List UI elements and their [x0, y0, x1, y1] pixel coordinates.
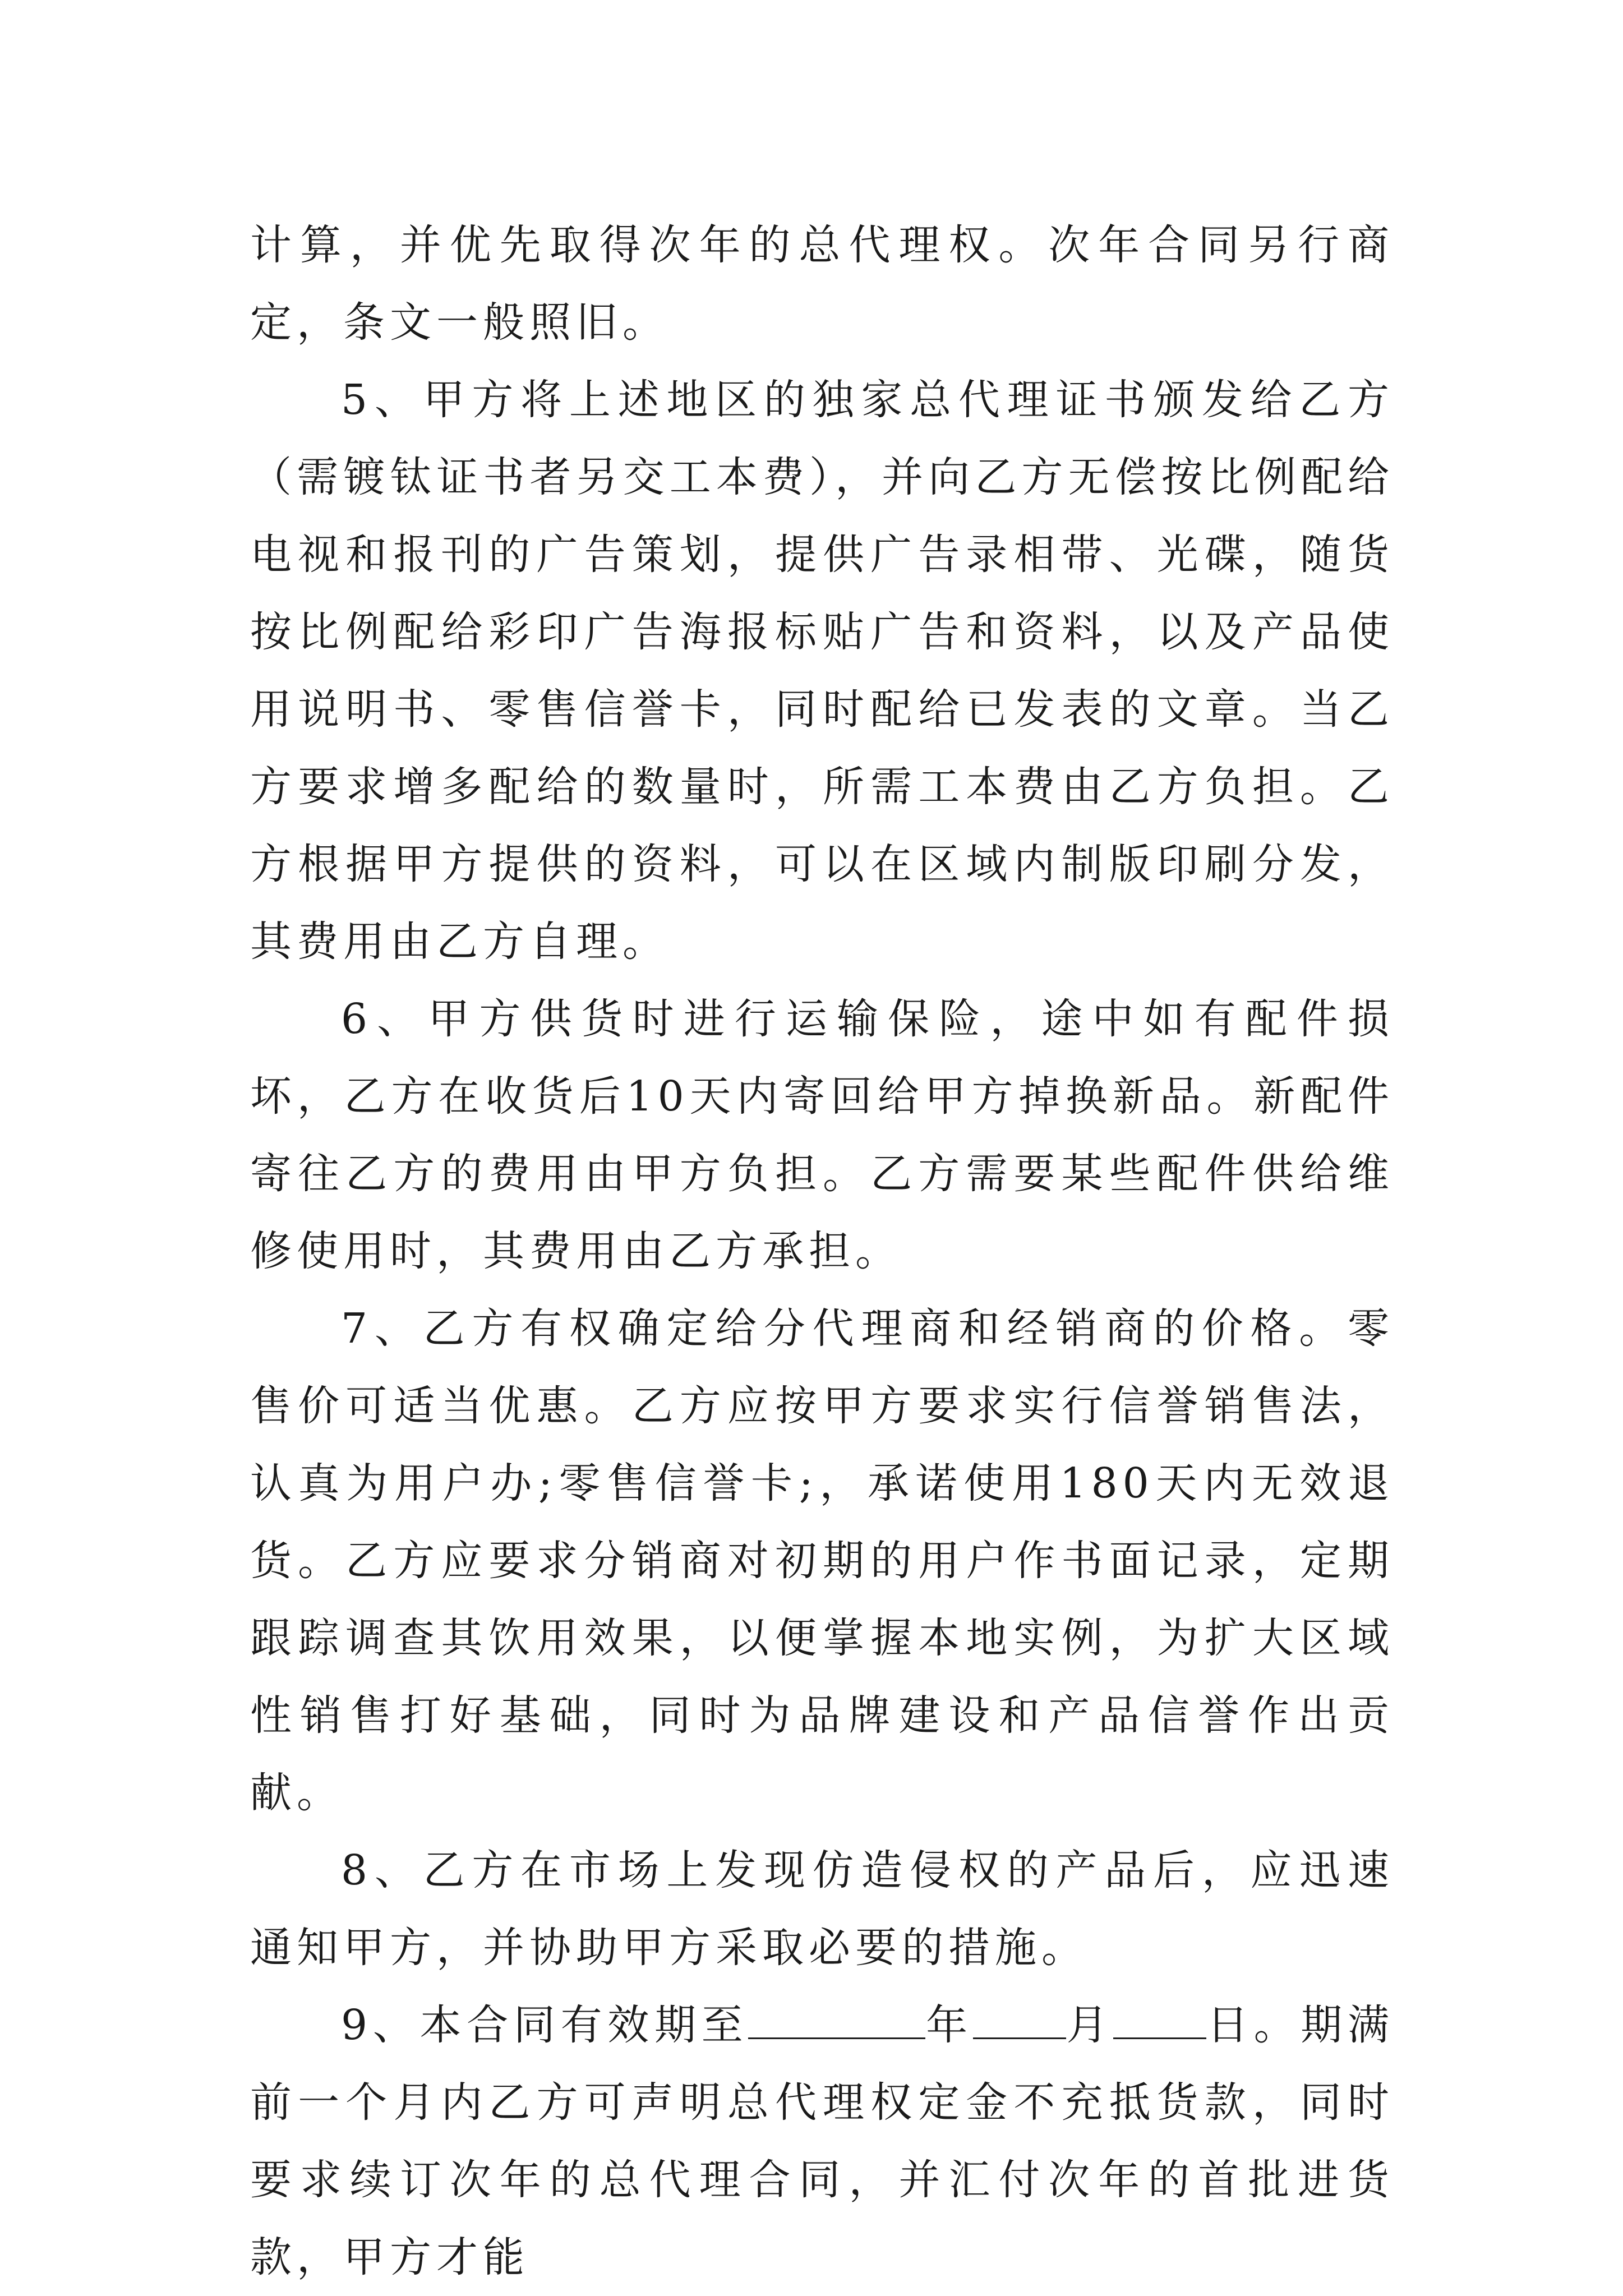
clause-6: 6、甲方供货时进行运输保险，途中如有配件损坏，乙方在收货后10天内寄回给甲方掉换新品。新配件寄往乙方的费用由甲方负担。乙方需要某些配件供给维修使用时，其费用由乙方承担。: [250, 995, 1394, 1275]
clause-9-suffix: 。期满前一个月内乙方可声明总代理权定金不充抵货款，同时要求续订次年的总代理合同，并汇付次年的首批进货款，甲方才能: [250, 2001, 1395, 2281]
month-blank: [973, 2000, 1066, 2039]
clause-7: 7、乙方有权确定给分代理商和经销商的价格。零售价可适当优惠。乙方应按甲方要求实行信誉销售法，认真为用户办;零售信誉卡;，承诺使用180天内无效退货。乙方应要求分销商对初期的用户作书面记录，定期跟踪调查其饮用效果，以便掌握本地实例，为扩大区域性销售打好基础，同时为品牌建设和产品信誉作出贡献。: [250, 1304, 1394, 1817]
day-blank: [1113, 2000, 1206, 2039]
day-label: 日: [1206, 2001, 1254, 2049]
year-blank: [748, 2000, 925, 2039]
paragraph-continuation: 计算，并优先取得次年的总代理权。次年合同另行商定，条文一般照旧。: [250, 221, 1394, 347]
document-body: [250, 206, 1394, 2296]
clause-9-prefix: 9、本合同有效期至: [341, 2001, 749, 2049]
clause-9: [250, 1986, 1394, 2296]
clause-5: 5、甲方将上述地区的独家总代理证书颁发给乙方（需镀钛证书者另交工本费），并向乙方无偿按比例配给电视和报刊的广告策划，提供广告录相带、光碟，随货按比例配给彩印广告海报标贴广告和资料，以及产品使用说明书、零售信誉卡，同时配给已发表的文章。当乙方要求增多配给的数量时，所需工本费由乙方负担。乙方根据甲方提供的资料，可以在区域内制版印刷分发，其费用由乙方自理。: [250, 376, 1394, 966]
month-label: 月: [1066, 2001, 1114, 2049]
year-label: 年: [925, 2001, 973, 2049]
clause-8: 8、乙方在市场上发现仿造侵权的产品后，应迅速通知甲方，并协助甲方采取必要的措施。: [250, 1846, 1394, 1972]
